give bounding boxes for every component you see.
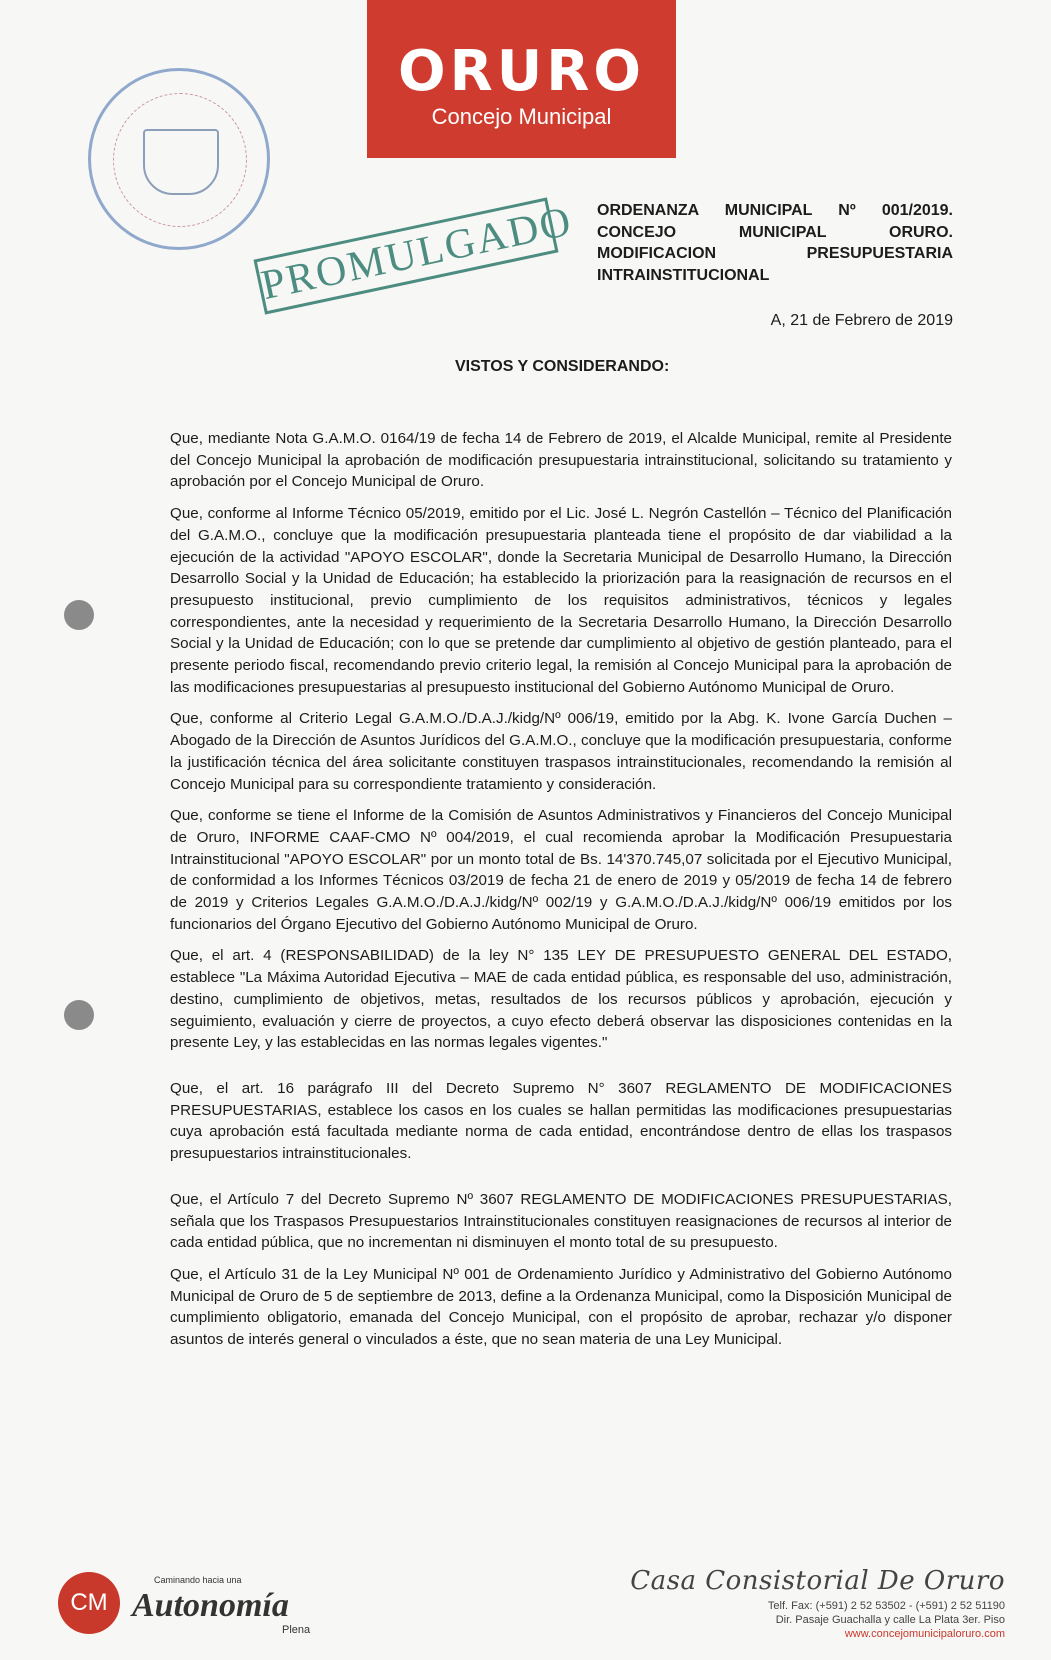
cm-caption: Caminando hacia una: [154, 1575, 242, 1585]
ordinance-line-2: CONCEJO MUNICIPAL ORURO.: [597, 223, 953, 241]
paragraph-3: Que, conforme al Criterio Legal G.A.M.O./D.A.J./kidg/Nº 006/19, emitido por la Abg. K. Ivone García Duchen – Abogado de la Dirección de Asuntos Jurídicos del G.A.M.O., concluye que la modificación presupuestaria, conforme la justificación técnica del área solicitante constituyen traspasos intrainstitucionales, recomendando la remisión al Concejo Municipal para su correspondiente tratamiento y consideración.: [170, 710, 952, 793]
cm-autonomia: Autonomía: [132, 1587, 289, 1624]
ordinance-heading: [597, 200, 953, 286]
oruro-logo: [367, 0, 676, 158]
paragraph-4: Que, conforme se tiene el Informe de la Comisión de Asuntos Administrativos y Financieros del Concejo Municipal de Oruro, INFORME CAAF-CMO Nº 004/2019, el cual recomienda aprobar la Modificación Presupuestaria Intrainstitucional "APOYO ESCOLAR" por un monto total de Bs. 14'370.745,07 solicitada por el Ejecutivo Municipal, de conformidad a los Informes Técnicos 03/2019 de fecha 21 de enero de 2019 y 05/2019 de fecha 14 de febrero de 2019 y Criterios Legales G.A.M.O./D.A.J./kidg/Nº 002/19 y G.A.M.O./D.A.J./kidg/Nº 006/19 emitidos por los funcionarios del Órgano Ejecutivo del Gobierno Autónomo Municipal de Oruro.: [170, 807, 952, 933]
section-title: VISTOS Y CONSIDERANDO:: [455, 358, 670, 375]
footer-phone: Telf. Fax: (+591) 2 52 53502 - (+591) 2 52 51190: [767, 1600, 1005, 1612]
ordinance-line-4: INTRAINSTITUCIONAL: [597, 266, 770, 284]
promulgado-stamp: PROMULGADO: [253, 197, 558, 314]
logo-title: ORURO: [398, 39, 645, 104]
cm-logo: CM: [58, 1572, 120, 1634]
document-date: A, 21 de Febrero de 2019: [770, 312, 953, 329]
casa-consistorial: Casa Consistorial De Oruro: [630, 1566, 1005, 1596]
ordinance-line-3: MODIFICACION PRESUPUESTARIA: [597, 245, 953, 262]
paragraph-1: Que, mediante Nota G.A.M.O. 0164/19 de fecha 14 de Febrero de 2019, el Alcalde Municipal, remite al Presidente del Concejo Municipal la aprobación de modificación presupuestaria intrainstitucional, solicitando su tratamiento y aprobación por el Concejo Municipal de Oruro.: [170, 430, 952, 491]
cm-plena: Plena: [282, 1624, 311, 1636]
paragraph-5: Que, el art. 4 (RESPONSABILIDAD) de la ley N° 135 LEY DE PRESUPUESTO GENERAL DEL ESTADO, establece "La Máxima Autoridad Ejecutiva – MAE de cada entidad pública, es responsable del uso, administración, destino, cumplimiento de objetivos, metas, resultados de los recursos públicos y aprobación, ejecución y seguimiento, evaluación y cierre de proyectos, a cuyo efecto deberá observar las disposiciones contenidas en la presente Ley, y las establecidas en las normas legales vigentes.": [170, 947, 952, 1052]
punch-hole-bottom: [64, 1000, 94, 1030]
paragraph-7: Que, el Artículo 7 del Decreto Supremo Nº 3607 REGLAMENTO DE MODIFICACIONES PRESUPUESTARIAS, señala que los Traspasos Presupuestarios Intrainstitucionales constituyen reasignaciones de recursos al interior de cada entidad pública, que no incrementan ni disminuyen el monto total de su presupuesto.: [170, 1190, 952, 1252]
paragraph-8: Que, el Artículo 31 de la Ley Municipal Nº 001 de Ordenamiento Jurídico y Administrativo del Gobierno Autónomo Municipal de Oruro de 5 de septiembre de 2013, define a la Ordenanza Municipal, como la Disposición Municipal de cumplimiento obligatorio, emanada del Concejo Municipal, con el propósito de aprobar, rechazar y/o disponer asuntos de interés general o vinculados a éste, que no sean materia de una Ley Municipal.: [170, 1265, 952, 1349]
seal-shield-icon: [143, 129, 219, 195]
ordinance-line-1: ORDENANZA MUNICIPAL Nº 001/2019.: [597, 202, 953, 219]
punch-hole-top: [64, 600, 94, 630]
logo-subtitle: Concejo Municipal: [431, 104, 612, 129]
paragraph-2: Que, conforme al Informe Técnico 05/2019, emitido por el Lic. José L. Negrón Castellón – Técnico del Planificación del G.A.M.O., concluye que la modificación presupuestaria planteada tiene el propósito de dar viabilidad a la ejecución de la actividad "APOYO ESCOLAR", donde la Secretaria Municipal de Desarrollo Humano, la Dirección Desarrollo Social y la Unidad de Educación; ha establecido la priorización para la reasignación de recursos en el presupuesto institucional, previo cumplimiento de los requisitos administrativos, técnicos y legales correspondientes, ante la necesidad y requerimiento de la Secretaria Desarrollo Humano, la Dirección Desarrollo Social y la Unidad de Educación; con lo que se pretende dar cumplimiento al objetivo de gestión planteado, para el presente periodo fiscal, recomendando previo criterio legal, la remisión al Concejo Municipal para la aprobación de las modificaciones presupuestarias al presupuesto institucional del Gobierno Autónomo Municipal de Oruro.: [170, 505, 952, 696]
paragraph-6: Que, el art. 16 parágrafo III del Decreto Supremo N° 3607 REGLAMENTO DE MODIFICACIONES PRESUPUESTARIAS, establece los casos en los cuales se hallan permitidas las modificaciones presupuestarias cuya aprobación está facultada mediante norma de cada entidad, encontrándose dentro de ellas los traspasos presupuestarios intrainstitucionales.: [170, 1079, 952, 1163]
municipal-seal: [88, 68, 270, 250]
considerando-body: [170, 428, 952, 1361]
footer-website[interactable]: www.concejomunicipaloruro.com: [844, 1628, 1005, 1640]
footer-address: Dir. Pasaje Guachalla y calle La Plata 3er. Piso: [775, 1614, 1005, 1626]
